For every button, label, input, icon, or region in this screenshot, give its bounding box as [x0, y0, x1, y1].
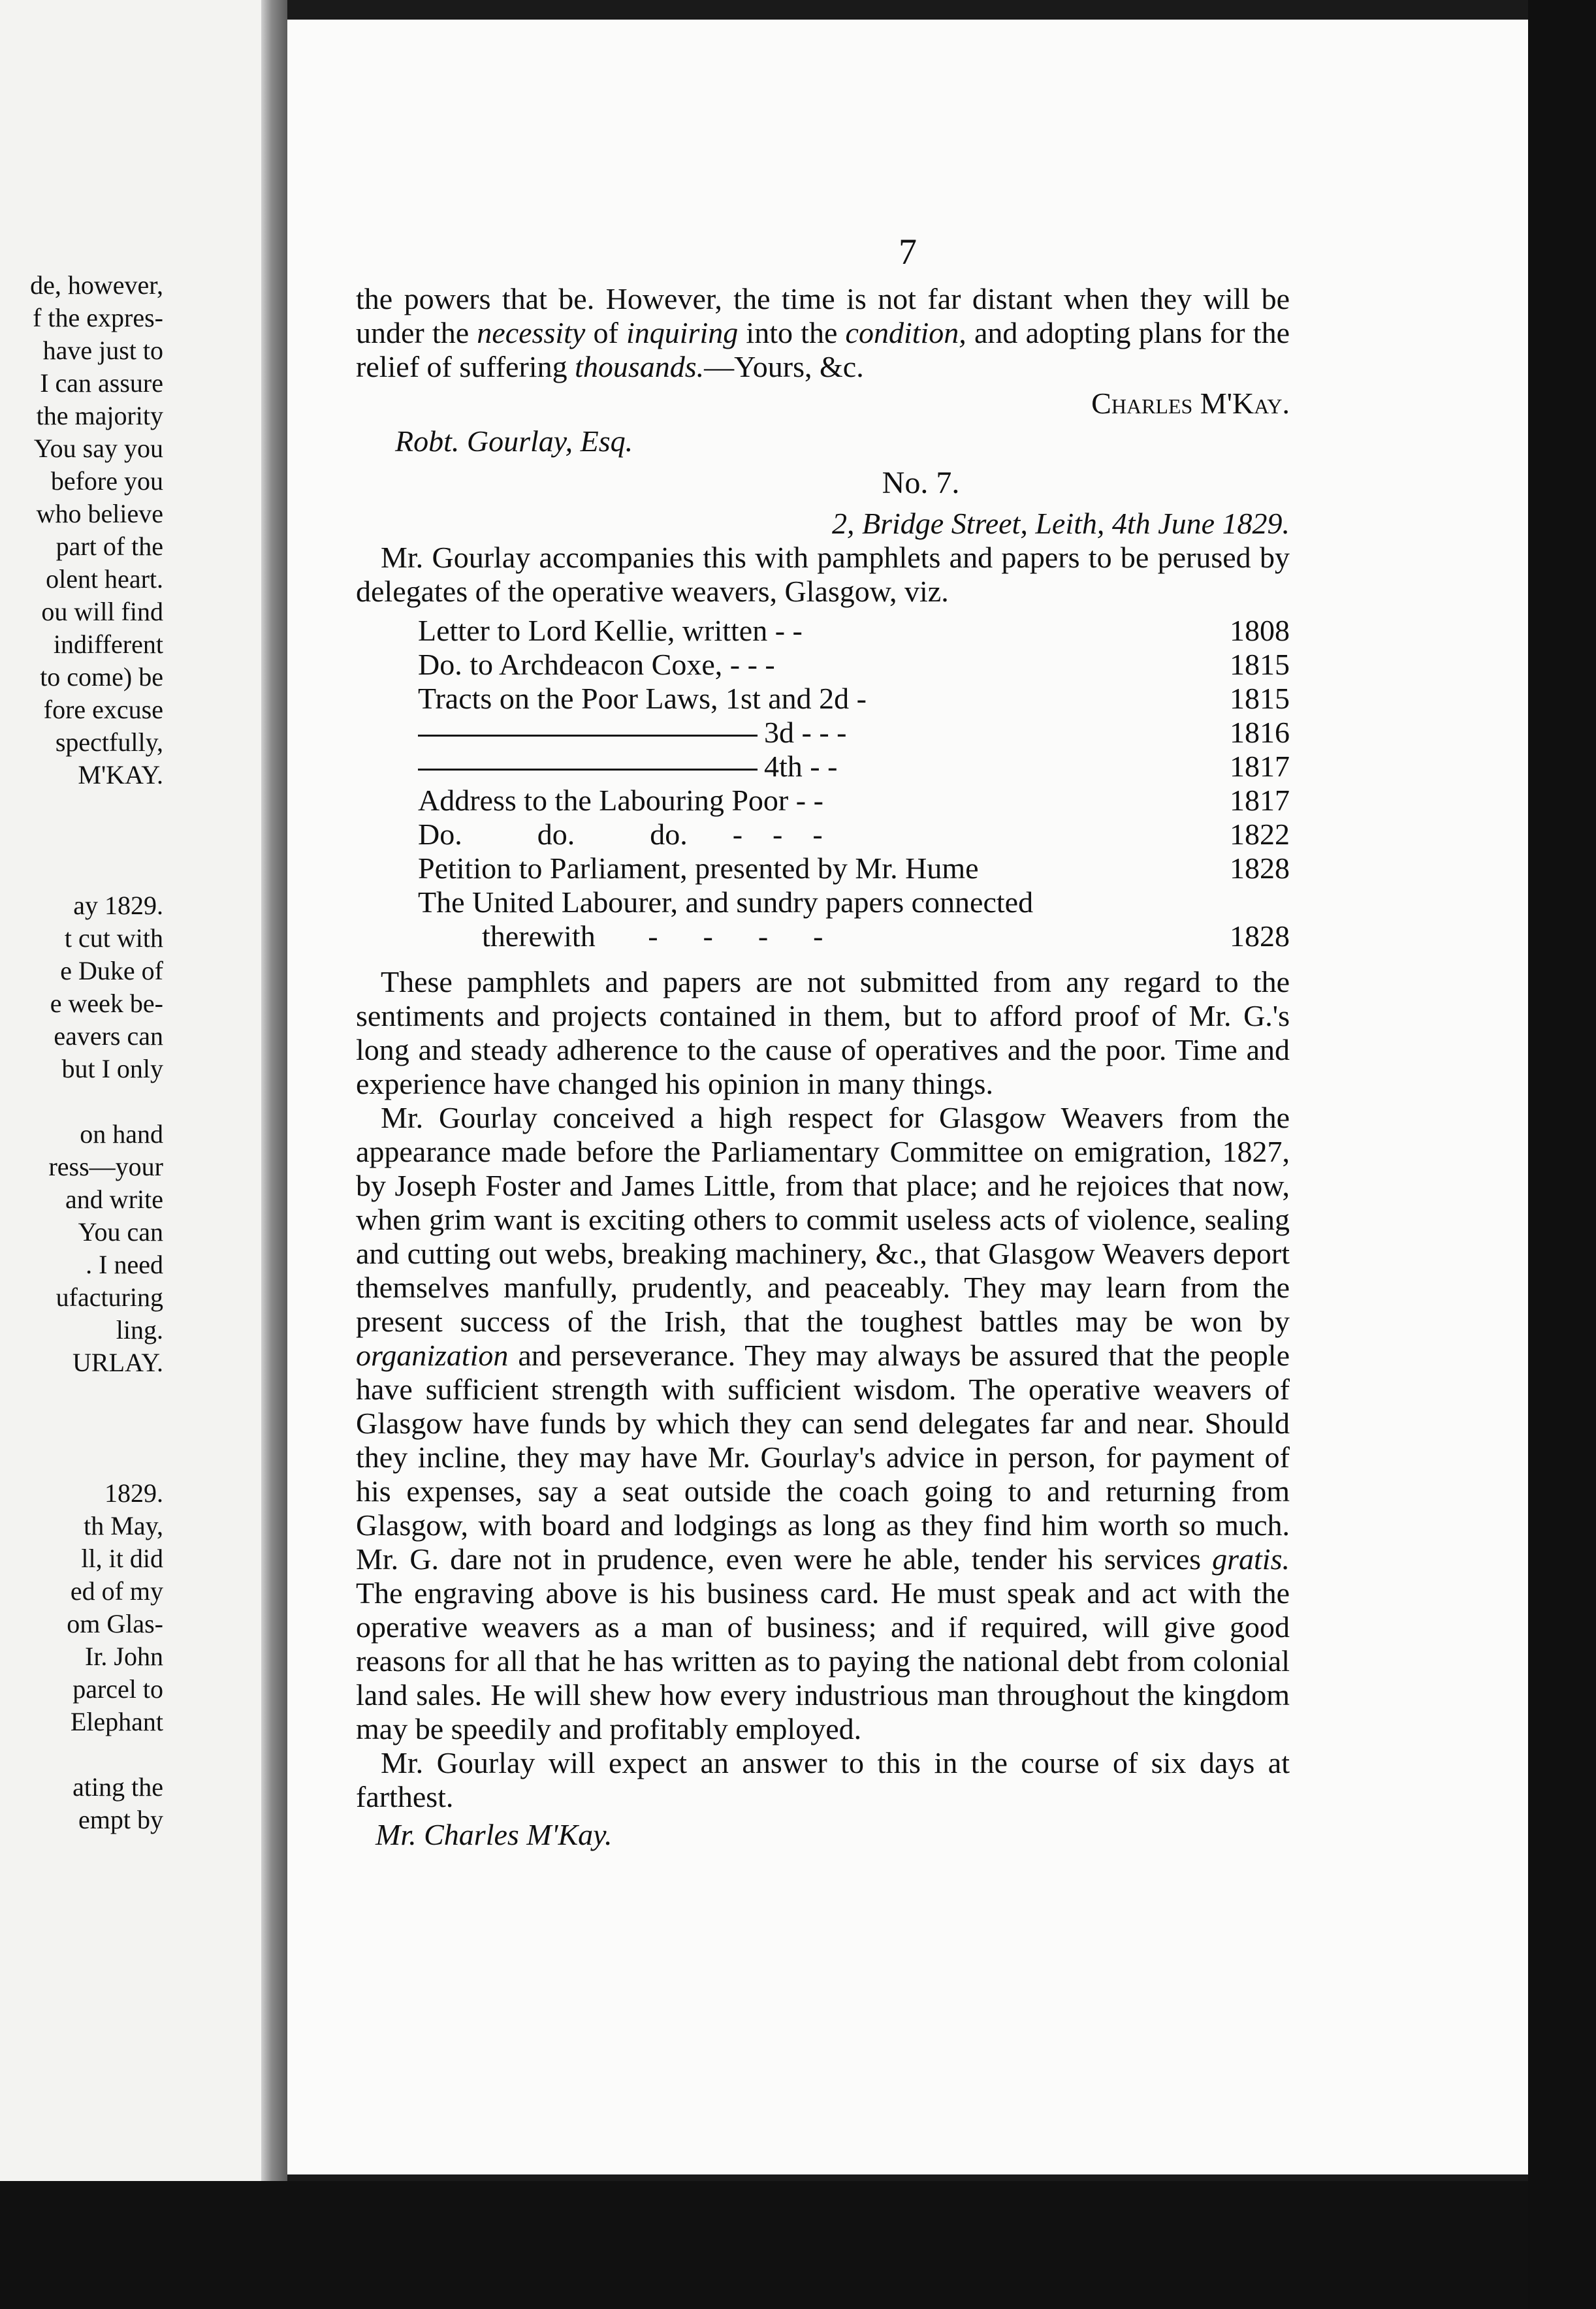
list-item: therewith - - - - 1828 — [482, 919, 1290, 953]
signature: Charles M'Kay. — [1091, 387, 1290, 420]
letter-end-paragraph: the powers that be. However, the time is not far distant when they will be under the necessity of inquiring into the condition, and adopting plans for the relief of suffering thousands.—Yours, &c. — [356, 282, 1290, 383]
left-page-line — [0, 824, 163, 857]
left-page-line: the majority — [36, 401, 163, 430]
list-item: 3d - - - 1816 — [418, 716, 1290, 750]
list-item: The United Labourer, and sundry papers connected — [418, 885, 1034, 919]
left-page-line: t cut with — [64, 923, 163, 953]
left-page-line: . I need — [86, 1250, 163, 1279]
dateline: 2, Bridge Street, Leith, 4th June 1829. — [832, 507, 1290, 540]
left-page-line: 1829. — [104, 1478, 163, 1508]
left-page-line: fore excuse — [43, 695, 163, 724]
list-item: Tracts on the Poor Laws, 1st and 2d - 1815 — [418, 682, 1290, 715]
page-edge — [1528, 0, 1596, 2309]
pamphlet-list — [356, 614, 1290, 953]
left-page-line: You say you — [33, 434, 163, 463]
left-page-line: have just to — [42, 336, 163, 365]
addressee: Robt. Gourlay, Esq. — [395, 424, 633, 458]
left-page-line: ating the — [72, 1772, 163, 1802]
left-page-line: de, however, — [30, 270, 163, 300]
left-page-line — [0, 1444, 163, 1477]
left-page-line: parcel to — [72, 1674, 163, 1704]
list-item: Letter to Lord Kellie, written - - 1808 — [418, 614, 1290, 647]
left-page-line: who believe — [36, 499, 163, 528]
left-page-line: part of the — [56, 532, 163, 561]
left-page-line: ress—your — [48, 1152, 163, 1181]
scan-border — [0, 2181, 1528, 2309]
left-page-line: ou will find — [41, 597, 163, 626]
left-page-line: om Glas- — [67, 1609, 163, 1638]
left-page-line: ay 1829. — [73, 891, 163, 920]
left-page-line: I can assure — [40, 368, 163, 398]
left-page-line — [0, 1412, 163, 1444]
book-gutter — [261, 0, 287, 2181]
left-page-line — [0, 857, 163, 889]
letter-number: No. 7. — [882, 466, 960, 500]
left-page-line: ed of my — [70, 1576, 163, 1606]
left-page-line: on hand — [80, 1119, 163, 1149]
left-page-line: e Duke of — [60, 956, 163, 985]
list-item: Do. do. do. - - - 1822 — [418, 818, 1290, 851]
body-text — [356, 965, 1290, 1814]
list-item: 4th - - 1817 — [418, 750, 1290, 784]
left-page-line: You can — [78, 1217, 163, 1247]
list-item: Petition to Parliament, presented by Mr. Hume 1828 — [418, 852, 1290, 885]
left-page-line — [0, 1738, 163, 1771]
left-page-line: ufacturing — [56, 1282, 163, 1312]
left-page-line — [0, 791, 163, 824]
left-page-line: spectfully, — [55, 727, 163, 757]
left-page-line: Ir. John — [85, 1642, 163, 1671]
ditto-rule — [418, 769, 758, 771]
left-page-line: before you — [50, 466, 163, 496]
left-page-line: indifferent — [53, 629, 163, 659]
left-page-line: to come) be — [40, 662, 163, 692]
left-page-line: th May, — [84, 1511, 163, 1540]
left-page-text — [0, 269, 163, 1836]
list-item: Do. to Archdeacon Coxe, - - - 1815 — [418, 648, 1290, 681]
left-page-line: ling. — [116, 1315, 163, 1345]
left-page-line: olent heart. — [46, 564, 163, 594]
left-page-line — [0, 1085, 163, 1118]
left-page-line — [0, 1379, 163, 1412]
left-page-line: Elephant — [70, 1707, 163, 1736]
paragraph: Mr. Gourlay will expect an answer to this in the course of six days at farthest. — [356, 1746, 1290, 1813]
left-page-line: but I only — [61, 1054, 163, 1083]
left-page-line: URLAY. — [72, 1348, 163, 1377]
left-page — [0, 0, 261, 2181]
left-page-line: e week be- — [50, 989, 163, 1018]
page-number: 7 — [899, 232, 917, 272]
left-page-line: ll, it did — [81, 1544, 163, 1573]
closing-addressee: Mr. Charles M'Kay. — [375, 1818, 613, 1851]
list-item: Address to the Labouring Poor - - 1817 — [418, 784, 1290, 817]
left-page-line: eavers can — [54, 1021, 163, 1051]
page-content — [356, 232, 1290, 1852]
left-page-line: M'KAY. — [78, 760, 163, 789]
left-page-line: and write — [65, 1185, 163, 1214]
ditto-rule — [418, 735, 758, 737]
paragraph: These pamphlets and papers are not submitted from any regard to the sentiments and projects contained in them, but to afford proof of Mr. G.'s long and steady adherence to the cause of operatives and the poor. Time and experience have changed his opinion in many things. — [356, 965, 1290, 1100]
left-page-line: empt by — [78, 1805, 163, 1834]
paragraph: Mr. Gourlay conceived a high respect for Glasgow Weavers from the appearance made before the Parliamentary Committee on emigration, 1827, by Joseph Foster and James Little, from that place; and he rejoices that now, when grim want is exciting others to commit useless acts of violence, sealing and cutting out webs, breaking machinery, &c., that Glasgow Weavers deport themselves manfully, prudently, and peaceably. They may learn from the present success of the Irish, that the toughest battles may be won by organization and perseverance. They may always be assured that the people have sufficient strength with sufficient wisdom. The operative weavers of Glasgow have funds by which they can send delegates far and near. Should they incline, they may have Mr. Gourlay's advice in person, for payment of his expenses, say a seat outside the coach going to and returning from Glasgow, with board and lodgings as long as they find him worth so much. Mr. G. dare not in prudence, even were he able, tender his services gratis. The engraving above is his business card. He must speak and act with the operative weavers as a man of business; and if required, will give good reasons for all that he has written as to paying the national debt from colonial land sales. He will shew how every industrious man throughout the kingdom may be speedily and profitably employed. — [356, 1101, 1290, 1745]
intro-paragraph: Mr. Gourlay accompanies this with pamphlets and papers to be perused by delegates of the operative weavers, Glasgow, viz. — [356, 541, 1290, 608]
left-page-line: f the expres- — [33, 303, 163, 332]
